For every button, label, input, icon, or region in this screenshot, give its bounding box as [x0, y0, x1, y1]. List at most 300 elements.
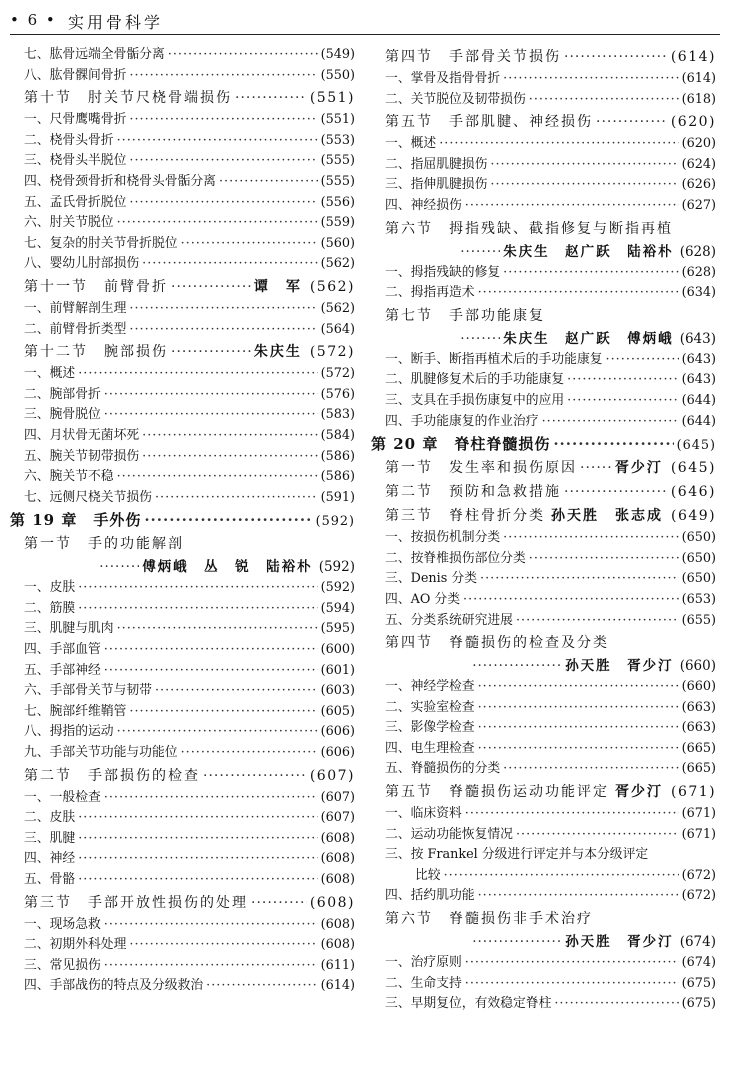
toc-entry-title: 六、肘关节脱位: [24, 215, 114, 231]
toc-page-number: (671): [681, 826, 716, 842]
toc-entry: [10, 110, 355, 131]
toc-entry: [371, 866, 716, 887]
toc-entry-title: 三、Denis 分类: [385, 571, 477, 587]
toc-page-number: (607): [309, 767, 355, 784]
toc-entry: [371, 412, 716, 433]
toc-entry: [10, 151, 355, 172]
dot-leader: [516, 611, 679, 632]
dot-leader: [478, 283, 679, 304]
dot-leader: [463, 590, 679, 611]
toc-page-number: (643): [679, 330, 716, 347]
toc-entry-title: 七、复杂的肘关节骨折脱位: [24, 235, 178, 251]
toc-entry: [10, 578, 355, 599]
toc-entry-title: 第一节 手的功能解剖: [24, 536, 184, 553]
toc-entry-title: 四、AO 分类: [385, 591, 460, 607]
toc-page-number: (592): [318, 559, 355, 576]
dot-leader: [439, 134, 678, 155]
toc-entry: [371, 69, 716, 90]
dot-leader: [478, 698, 679, 719]
toc-entry-title: 一、前臂解剖生理: [24, 300, 127, 316]
toc-entry-title: 第十节 肘关节尺桡骨端损伤: [24, 90, 232, 107]
toc-section: [10, 340, 355, 364]
toc-entry-title: 八、婴幼儿肘部损伤: [24, 256, 140, 272]
dot-leader: [478, 739, 679, 760]
toc-page-number: (643): [681, 351, 716, 367]
toc-entry: [10, 213, 355, 234]
toc-entry: [371, 155, 716, 176]
toc-entry: [10, 320, 355, 341]
toc-page-number: (614): [320, 978, 355, 994]
toc-entry-title: 三、肌腱: [24, 830, 76, 846]
toc-section: [371, 631, 716, 655]
toc-entry: [10, 849, 355, 870]
toc-entry: [371, 90, 716, 111]
dot-leader: [529, 90, 679, 111]
toc-page-number: (671): [671, 784, 717, 801]
toc-page-number: (628): [681, 264, 716, 280]
toc-entry-title: 二、腕部骨折: [24, 386, 101, 402]
dot-leader: [104, 385, 318, 406]
toc-entry-title: 一、临床资料: [385, 806, 462, 822]
toc-entry: [10, 45, 355, 66]
toc-page-number: (649): [671, 508, 717, 525]
toc-page-number: (576): [320, 386, 355, 402]
dot-leader: [129, 193, 317, 214]
toc-page-number: (614): [681, 71, 716, 86]
toc-page-number: (606): [320, 724, 355, 740]
dot-leader: [104, 788, 318, 809]
toc-entry: [10, 599, 355, 620]
toc-section: [10, 275, 355, 299]
toc-page-number: (592): [320, 580, 355, 596]
toc-page-number: (643): [681, 372, 716, 388]
toc-entry-title: 七、远侧尺桡关节损伤: [24, 489, 152, 505]
toc-entry: [371, 739, 716, 760]
toc-entry-title: 第六节 拇指残缺、截指修复与断指再植: [385, 220, 673, 237]
toc-page-number: (608): [320, 830, 355, 846]
toc-entry: [371, 677, 716, 698]
dot-leader: [78, 870, 317, 891]
toc-page-number: (628): [679, 243, 716, 260]
toc-page-number: (564): [320, 321, 355, 337]
dot-leader: [219, 172, 318, 193]
toc-page-number: (572): [309, 344, 355, 361]
toc-entry-title: 五、骨骼: [24, 872, 76, 887]
toc-entry-title: 二、筋膜: [24, 600, 76, 616]
toc-page-number: (611): [320, 957, 355, 973]
toc-entry: [371, 698, 716, 719]
toc-author-line: [371, 931, 716, 953]
toc-section: [371, 304, 716, 328]
toc-page-number: (592): [315, 514, 355, 530]
toc-section: [371, 217, 716, 241]
toc-page-number: (562): [320, 256, 355, 272]
dot-leader: [104, 640, 318, 661]
toc-entry-title: 八、肱骨髁间骨折: [24, 67, 127, 83]
dot-leader: [472, 655, 562, 677]
toc-entry: [371, 974, 716, 995]
toc-page-number: (627): [681, 197, 716, 213]
toc-entry-title: 二、实验室检查: [385, 699, 475, 715]
dot-leader: [480, 569, 679, 590]
toc-entry: [10, 976, 355, 997]
toc-entry-title: 一、按损伤机制分类: [385, 530, 501, 546]
toc-entry: [10, 619, 355, 640]
toc-page-number: (562): [320, 300, 355, 316]
toc-entry-title: 四、手部血管: [24, 642, 101, 658]
toc-entry-title: 比较: [415, 867, 441, 883]
dot-leader: [567, 370, 678, 391]
toc-entry: [10, 788, 355, 809]
toc-entry: [10, 722, 355, 743]
toc-entry-title: 二、皮肤: [24, 810, 76, 826]
toc-page-number: (620): [681, 136, 716, 152]
toc-author-line: [371, 655, 716, 677]
toc-page-number: (660): [681, 679, 716, 695]
dot-leader: [503, 69, 678, 90]
toc-entry: [371, 528, 716, 549]
toc-entry-title: 四、括约肌功能: [385, 888, 475, 904]
toc-entry-title: 五、脊髓损伤的分类: [385, 761, 501, 777]
toc-entry: [10, 172, 355, 193]
toc-entry: [371, 590, 716, 611]
toc-page-number: (665): [681, 740, 716, 756]
dot-leader: [516, 825, 679, 846]
toc-entry-title: 四、神经: [24, 851, 76, 867]
toc-entry-title: 一、治疗原则: [385, 955, 462, 971]
dot-leader: [155, 681, 318, 702]
toc-page-number: (624): [681, 156, 716, 172]
toc-section: [10, 891, 355, 915]
dot-leader: [104, 661, 318, 682]
dot-leader: [181, 234, 318, 255]
toc-entry-title: 七、腕部纤维鞘管: [24, 703, 127, 719]
toc-entry-title: 三、指伸肌腱损伤: [385, 177, 488, 193]
toc-author-line: [371, 328, 716, 350]
toc-entry: [371, 804, 716, 825]
toc-page-number: (608): [309, 894, 355, 911]
dot-leader: [168, 45, 318, 66]
toc-entry-title: 第四节 手部骨关节损伤: [385, 49, 561, 65]
toc-page-number: (674): [681, 955, 716, 971]
toc-page-number: (645): [676, 438, 716, 454]
page-header: [10, 7, 720, 35]
dot-leader: [472, 931, 562, 953]
toc-author: 谭 军: [253, 278, 302, 295]
toc-entry-title: 一、神经学检查: [385, 679, 475, 695]
toc-page-number: (605): [320, 703, 355, 719]
toc-entry: [10, 488, 355, 509]
toc-section: [371, 480, 716, 504]
dot-leader: [144, 508, 312, 532]
toc-entry-title: 第三节 手部开放性损伤的处理: [24, 894, 248, 911]
toc-page-number: (601): [320, 662, 355, 678]
toc-entry-title: 二、前臂骨折类型: [24, 321, 127, 337]
toc-entry-title: 六、手部骨关节与韧带: [24, 683, 152, 699]
toc-chapter: [10, 508, 355, 532]
dot-leader: [460, 328, 500, 350]
book-title: 实用骨科学: [68, 13, 164, 32]
toc-page-number: (586): [320, 469, 355, 485]
toc-page-number: (600): [320, 642, 355, 658]
toc-entry: [371, 953, 716, 974]
dot-leader: [206, 976, 317, 997]
toc-entry-title: 二、拇指再造术: [385, 285, 475, 301]
toc-page-number: (665): [681, 761, 716, 777]
toc-entry-title: 一、断手、断指再植术后的手功能康复: [385, 351, 603, 367]
dot-leader: [78, 578, 317, 599]
toc-entry: [10, 808, 355, 829]
dot-leader: [444, 866, 679, 887]
toc-page-number: (653): [681, 591, 716, 607]
toc-entry-title: 二、桡骨头骨折: [24, 132, 114, 148]
dot-leader: [142, 447, 317, 468]
toc-page-number: (591): [320, 489, 355, 505]
toc-entry: [10, 426, 355, 447]
toc-author-line: [371, 241, 716, 263]
dot-leader: [129, 299, 317, 320]
toc-page-number: (634): [681, 285, 716, 301]
dot-leader: [490, 155, 678, 176]
toc-entry: [371, 391, 716, 412]
dot-leader: [490, 175, 678, 196]
toc-entry-title: 四、电生理检查: [385, 740, 475, 756]
toc-entry: [371, 196, 716, 217]
toc-entry-title: 一、概述: [385, 136, 437, 152]
toc-page-number: (550): [320, 67, 355, 83]
toc-entry: [10, 405, 355, 426]
toc-section: [371, 456, 716, 480]
toc-right-column: [371, 45, 716, 1015]
toc-section: [371, 780, 716, 804]
toc-entry-title: 四、手部战伤的特点及分级救治: [24, 978, 204, 994]
toc-entry-title: 第六节 脊髓损伤非手术治疗: [385, 911, 593, 928]
dot-leader: [99, 556, 139, 578]
toc-entry: [10, 447, 355, 468]
toc-entry-title: 一、概述: [24, 366, 76, 382]
toc-author: 傅炳峨 丛 锐 陆裕朴: [142, 559, 313, 576]
dot-leader: [203, 764, 307, 788]
toc-entry: [10, 66, 355, 87]
toc-entry: [10, 915, 355, 936]
toc-page-number: (663): [681, 720, 716, 736]
toc-entry-title: 二、关节脱位及韧带损伤: [385, 91, 526, 107]
toc-section: [371, 45, 716, 69]
dot-leader: [104, 915, 318, 936]
dot-leader: [503, 759, 678, 780]
toc-chapter: [371, 432, 716, 456]
toc-page-number: (608): [320, 851, 355, 867]
toc-page-number: (584): [320, 427, 355, 443]
toc-page-number: (607): [320, 810, 355, 826]
toc-entry-title: 三、肌腱与肌肉: [24, 621, 114, 637]
toc-page-number: (595): [320, 621, 355, 637]
toc-page-number: (671): [681, 806, 716, 822]
toc-entry-title: 二、初期外科处理: [24, 937, 127, 953]
toc-entry-title: 三、影像学检查: [385, 720, 475, 736]
toc-entry: [371, 845, 716, 866]
dot-leader: [596, 110, 668, 134]
toc-entry-title: 三、腕骨脱位: [24, 407, 101, 423]
toc-entry-title: 第二节 预防和急救措施: [385, 484, 561, 501]
toc-entry: [10, 640, 355, 661]
toc-entry-title: 第十二节 腕部损伤: [24, 344, 168, 361]
toc-page-number: (646): [670, 484, 716, 501]
toc-section: [371, 504, 716, 528]
toc-entry-title: 三、桡骨头半脱位: [24, 153, 127, 169]
toc-author: 朱庆生 赵广跃 陆裕朴: [503, 243, 674, 260]
dot-leader: [553, 432, 673, 456]
toc-entry: [10, 935, 355, 956]
dot-leader: [117, 213, 318, 234]
dot-leader: [117, 131, 318, 152]
dot-leader: [171, 340, 251, 364]
toc-entry-title: 八、拇指的运动: [24, 724, 114, 740]
dot-leader: [117, 722, 318, 743]
toc-entry: [10, 193, 355, 214]
toc-entry: [371, 134, 716, 155]
toc-entry-title: 第一节 发生率和损伤原因: [385, 460, 577, 477]
toc-page-number: (551): [320, 112, 355, 128]
toc-author: 朱庆生: [253, 344, 302, 361]
toc-entry-title: 一、掌骨及指骨骨折: [385, 71, 501, 86]
dot-leader: [465, 196, 679, 217]
toc-entry: [10, 870, 355, 891]
toc-entry: [371, 611, 716, 632]
toc-entry-title: 三、按 Frankel 分级进行评定并与本分级评定: [385, 847, 649, 863]
toc-entry-title: 第三节 脊柱骨折分类: [385, 508, 545, 525]
toc-page-number: (559): [320, 215, 355, 231]
toc-page-number: (583): [320, 407, 355, 423]
dot-leader: [465, 974, 679, 995]
toc-entry-title: 三、支具在手损伤康复中的应用: [385, 392, 565, 408]
toc-entry: [10, 467, 355, 488]
toc-entry-title: 五、分类系统研究进展: [385, 612, 513, 628]
toc-entry-title: 二、按脊椎损伤部位分类: [385, 550, 526, 566]
toc-page-number: (626): [681, 177, 716, 193]
dot-leader: [235, 86, 307, 110]
toc-page-number: (553): [320, 132, 355, 148]
toc-page-number: (560): [320, 235, 355, 251]
toc-page-number: (549): [320, 47, 355, 62]
toc-page-number: (555): [320, 153, 355, 169]
toc-entry-title: 第十一节 前臂骨折: [24, 278, 168, 295]
dot-leader: [503, 528, 678, 549]
toc-page-number: (675): [681, 975, 716, 991]
toc-entry-title: 一、拇指残缺的修复: [385, 264, 501, 280]
toc-section: [10, 764, 355, 788]
toc-page-number: (644): [681, 413, 716, 429]
dot-leader: [465, 953, 679, 974]
dot-leader: [117, 467, 318, 488]
dot-leader: [142, 254, 317, 275]
toc-entry-title: 五、孟氏骨折脱位: [24, 194, 127, 210]
toc-entry: [10, 131, 355, 152]
toc-entry: [10, 364, 355, 385]
toc-author: 朱庆生 赵广跃 傅炳峨: [503, 330, 674, 347]
dot-leader: [580, 456, 612, 480]
toc-entry-title: 七、肱骨远端全骨骺分离: [24, 47, 165, 62]
toc-page-number: (586): [320, 448, 355, 464]
toc-entry-title: 一、尺骨鹰嘴骨折: [24, 112, 127, 128]
toc-entry: [10, 956, 355, 977]
toc-entry: [10, 702, 355, 723]
toc-page-number: (675): [681, 996, 716, 1012]
toc-entry-title: 第七节 手部功能康复: [385, 307, 545, 324]
toc-entry: [371, 825, 716, 846]
toc-entry: [371, 370, 716, 391]
toc-page-number: (608): [320, 916, 355, 932]
toc-page-number: (650): [681, 530, 716, 546]
toc-entry: [10, 299, 355, 320]
dot-leader: [129, 935, 317, 956]
toc-entry-title: 二、生命支持: [385, 975, 462, 991]
toc-entry: [371, 569, 716, 590]
toc-page-number: (672): [681, 888, 716, 904]
dot-leader: [478, 886, 679, 907]
toc-section: [371, 110, 716, 134]
toc-author: 孙天胜 胥少汀: [565, 934, 674, 951]
toc-page-number: (672): [681, 867, 716, 883]
dot-leader: [606, 350, 679, 371]
dot-leader: [129, 110, 317, 131]
toc-entry-title: 二、运动功能恢复情况: [385, 826, 513, 842]
toc-page-number: (551): [309, 90, 355, 107]
toc-entry: [371, 718, 716, 739]
dot-leader: [78, 599, 317, 620]
toc-entry-title: 一、现场急救: [24, 916, 101, 932]
toc-entry-title: 第 20 章 脊柱脊髓损伤: [371, 435, 551, 454]
toc-author: 胥少汀: [615, 784, 663, 801]
toc-entry-title: 四、手功能康复的作业治疗: [385, 413, 539, 429]
toc-page-number: (620): [670, 114, 716, 131]
toc-page-number: (618): [681, 91, 716, 107]
toc-page-number: (594): [320, 600, 355, 616]
dot-leader: [142, 426, 317, 447]
dot-leader: [117, 619, 318, 640]
toc-section: [10, 86, 355, 110]
toc-entry: [10, 385, 355, 406]
toc-entry: [10, 234, 355, 255]
dot-leader: [564, 480, 668, 504]
toc-entry-title: 三、早期复位，有效稳定脊柱: [385, 996, 552, 1012]
dot-leader: [542, 412, 679, 433]
toc-entry-title: 二、肌腱修复术后的手功能康复: [385, 372, 565, 388]
dot-leader: [171, 275, 251, 299]
toc-page-number: (608): [320, 937, 355, 953]
toc-entry-title: 四、桡骨颈骨折和桡骨头骨骺分离: [24, 173, 216, 189]
toc-entry: [371, 350, 716, 371]
toc-section: [10, 532, 355, 556]
toc-author: 孙天胜 胥少汀: [565, 658, 674, 675]
toc-left-column: [10, 45, 355, 997]
toc-entry: [10, 661, 355, 682]
dot-leader: [554, 994, 678, 1015]
toc-entry: [371, 175, 716, 196]
toc-entry: [10, 254, 355, 275]
dot-leader: [465, 804, 679, 825]
toc-entry-title: 二、指屈肌腱损伤: [385, 156, 488, 172]
page-number: • 6 •: [10, 11, 57, 29]
header-rule: [10, 34, 720, 35]
toc-page-number: (650): [681, 571, 716, 587]
toc-section: [371, 907, 716, 931]
toc-entry: [371, 263, 716, 284]
toc-entry-title: 第五节 手部肌腱、神经损伤: [385, 114, 593, 131]
toc-entry-title: 九、手部关节功能与功能位: [24, 745, 178, 761]
toc-author-line: [10, 556, 355, 578]
toc-entry: [10, 743, 355, 764]
